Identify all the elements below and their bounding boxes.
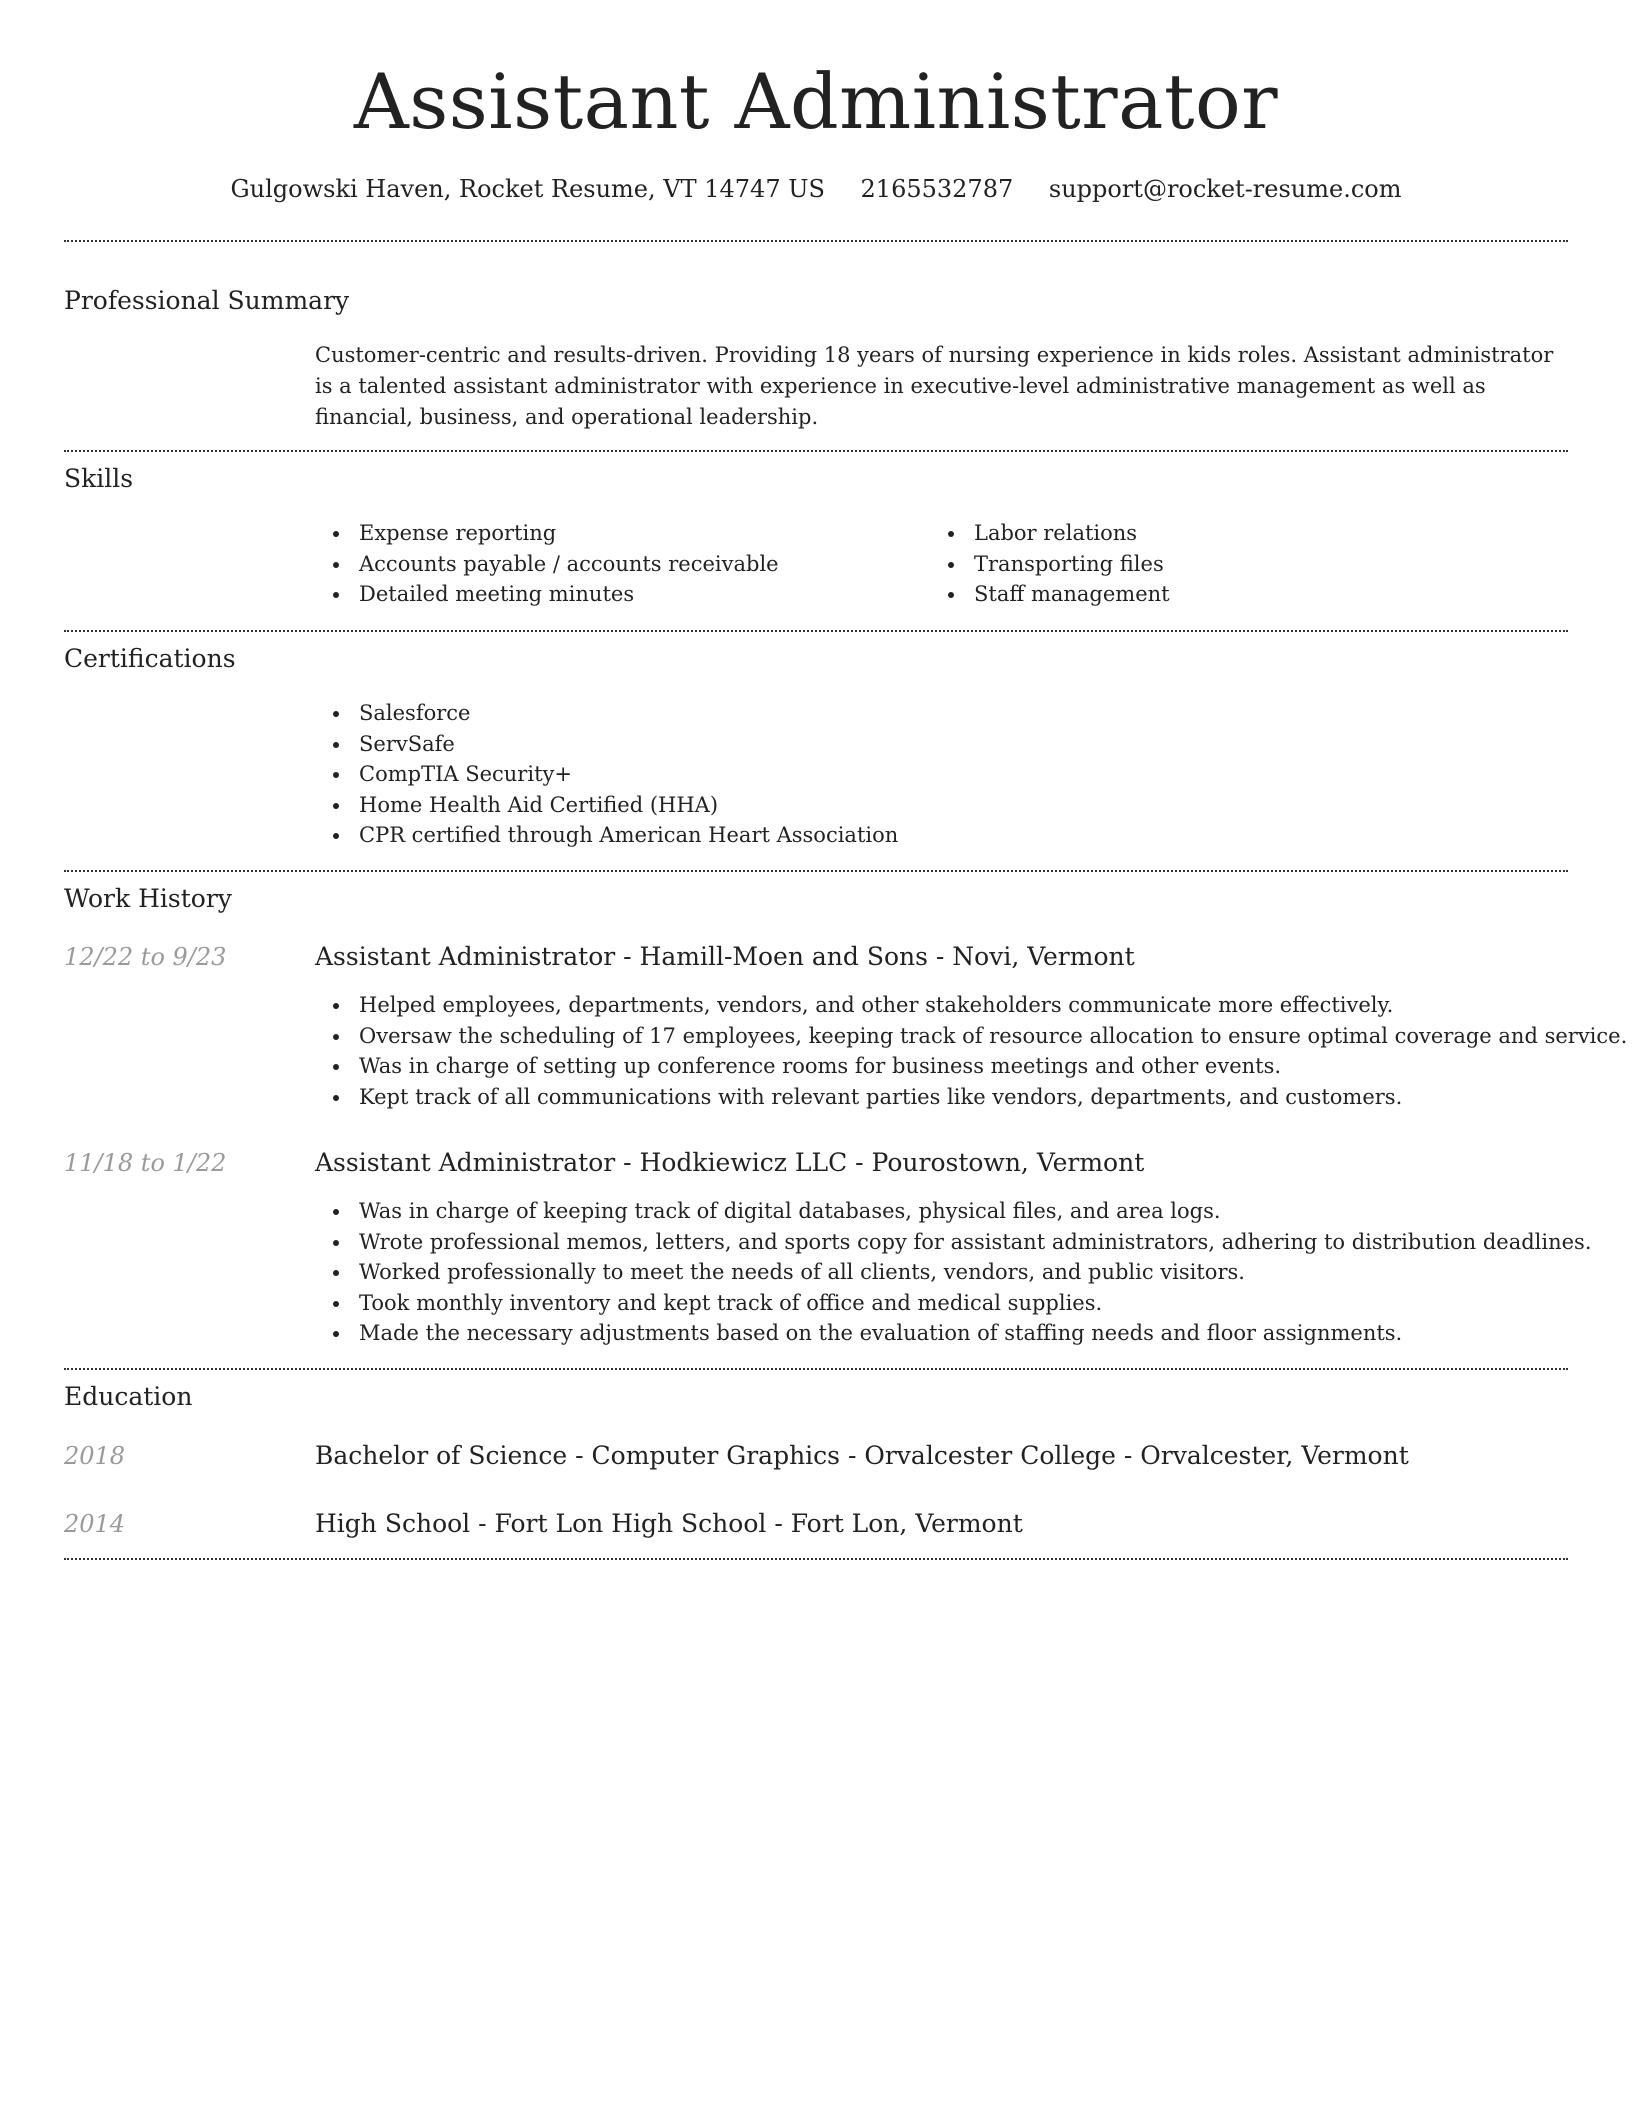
divider: [64, 450, 1568, 452]
job-heading: Assistant Administrator - Hamill-Moen and Sons - Novi, Vermont: [315, 942, 1135, 971]
section-title-summary: Professional Summary: [64, 286, 350, 315]
job-bullets: [315, 1196, 1592, 1349]
certification-item: CPR certified through American Heart Association: [359, 820, 898, 851]
job-bullet: Wrote professional memos, letters, and sports copy for assistant administrators, adhering to distribution deadlines.: [359, 1227, 1592, 1258]
section-title-skills: Skills: [64, 464, 134, 493]
skill-item: Staff management: [974, 579, 1170, 610]
section-title-work: Work History: [64, 884, 232, 913]
skills-list-left: [315, 518, 779, 610]
certification-item: ServSafe: [359, 729, 898, 760]
job-bullet: Kept track of all communications with relevant parties like vendors, departments, and customers.: [359, 1082, 1627, 1113]
divider: [64, 1368, 1568, 1370]
education-heading: High School - Fort Lon High School - Fort Lon, Vermont: [315, 1509, 1023, 1538]
certification-item: CompTIA Security+: [359, 759, 898, 790]
skill-item: Accounts payable / accounts receivable: [359, 549, 779, 580]
job-heading: Assistant Administrator - Hodkiewicz LLC - Pourostown, Vermont: [315, 1148, 1145, 1177]
contact-address: Gulgowski Haven, Rocket Resume, VT 14747 US: [230, 175, 825, 203]
divider: [64, 630, 1568, 632]
job-bullets: [315, 990, 1627, 1112]
job-bullet: Worked professionally to meet the needs of all clients, vendors, and public visitors.: [359, 1257, 1592, 1288]
job-bullet: Was in charge of keeping track of digital databases, physical files, and area logs.: [359, 1196, 1592, 1227]
certification-item: Home Health Aid Certified (HHA): [359, 790, 898, 821]
job-bullet: Took monthly inventory and kept track of office and medical supplies.: [359, 1288, 1592, 1319]
job-bullet: Was in charge of setting up conference rooms for business meetings and other events.: [359, 1051, 1627, 1082]
certification-item: Salesforce: [359, 698, 898, 729]
candidate-name: Assistant Administrator: [353, 57, 1279, 146]
skill-item: Transporting files: [974, 549, 1170, 580]
job-bullet: Oversaw the scheduling of 17 employees, keeping track of resource allocation to ensure optimal coverage and service.: [359, 1021, 1627, 1052]
job-date: 12/22 to 9/23: [64, 943, 227, 971]
skill-item: Labor relations: [974, 518, 1170, 549]
contact-email[interactable]: support@rocket-resume.com: [1048, 175, 1402, 203]
summary-text: Customer-centric and results-driven. Providing 18 years of nursing experience in kids roles. Assistant administrator is a talented assistant administrator with experience in executive-level administrative management as well as financial, business, and operational leadership.: [315, 343, 1554, 429]
contact-phone: 2165532787: [860, 175, 1014, 203]
skills-list-right: [930, 518, 1170, 610]
job-bullet: Made the necessary adjustments based on the evaluation of staffing needs and floor assignments.: [359, 1318, 1592, 1349]
education-heading: Bachelor of Science - Computer Graphics - Orvalcester College - Orvalcester, Vermont: [315, 1441, 1409, 1470]
divider: [64, 870, 1568, 872]
skill-item: Detailed meeting minutes: [359, 579, 779, 610]
section-title-education: Education: [64, 1382, 193, 1411]
contact-line: [64, 172, 1568, 206]
divider: [64, 240, 1568, 242]
education-year: 2014: [64, 1510, 126, 1538]
job-date: 11/18 to 1/22: [64, 1149, 227, 1177]
certifications-list: [315, 698, 898, 851]
job-bullet: Helped employees, departments, vendors, and other stakeholders communicate more effectively.: [359, 990, 1627, 1021]
divider: [64, 1558, 1568, 1560]
skill-item: Expense reporting: [359, 518, 779, 549]
education-year: 2018: [64, 1442, 126, 1470]
section-title-certifications: Certifications: [64, 644, 236, 673]
